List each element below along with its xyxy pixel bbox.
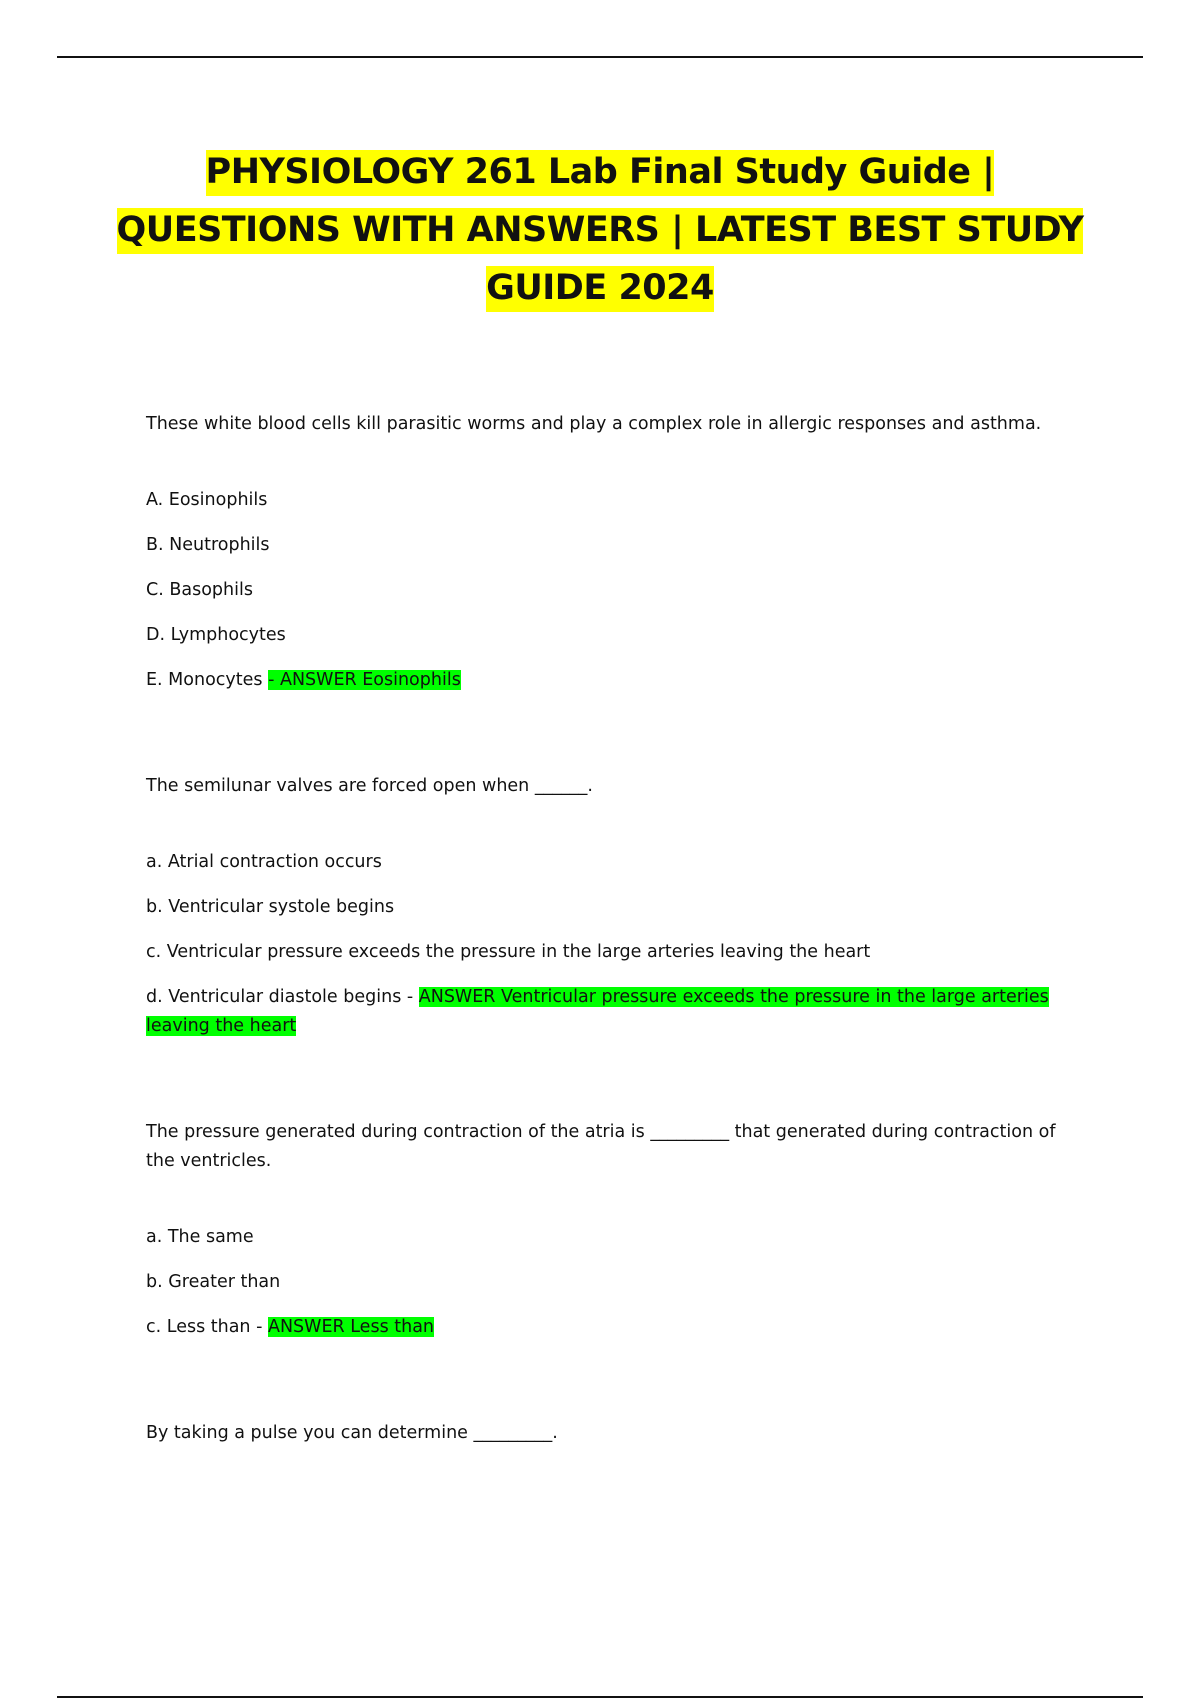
q1-answer: - ANSWER Eosinophils [268, 670, 461, 690]
title-line-1: PHYSIOLOGY 261 Lab Final Study Guide | [206, 150, 995, 196]
bottom-rule [57, 1696, 1143, 1698]
question-text-2: The semilunar valves are forced open when ______. [146, 776, 593, 796]
q2-option-d [146, 983, 1086, 1041]
question-block-3 [146, 1118, 1086, 1342]
question-text-4: By taking a pulse you can determine _________. [146, 1423, 558, 1443]
q1-option-a: A. Eosinophils [146, 490, 268, 510]
document-body [146, 410, 1086, 1525]
q1-option-d: D. Lymphocytes [146, 625, 286, 645]
q1-option-b: B. Neutrophils [146, 535, 270, 555]
q3-answer: ANSWER Less than [267, 1317, 435, 1337]
q2-option-d-text: d. Ventricular diastole begins [146, 987, 402, 1007]
top-rule [57, 56, 1143, 58]
q2-option-b: b. Ventricular systole begins [146, 897, 395, 917]
q3-answer-separator: - [250, 1317, 268, 1337]
question-block-4 [146, 1419, 1086, 1448]
q2-option-c: c. Ventricular pressure exceeds the pressure in the large arteries leaving the heart [146, 942, 871, 962]
q2-answer: ANSWER Ventricular pressure exceeds the pressure in the large arteries leaving the heart [146, 987, 1049, 1036]
q1-option-c: C. Basophils [146, 580, 253, 600]
question-block-2 [146, 772, 1086, 1041]
q2-answer-separator: - [401, 987, 419, 1007]
q3-option-c-text: c. Less than [146, 1317, 251, 1337]
q3-option-c [146, 1313, 1086, 1342]
q3-option-b: b. Greater than [146, 1272, 281, 1292]
document-title [100, 143, 1100, 317]
question-text-3: The pressure generated during contraction of the atria is _________ that generated during contraction of the ventricles. [146, 1122, 1056, 1171]
question-block-1 [146, 410, 1086, 695]
q1-option-e-text: E. Monocytes [146, 670, 263, 690]
q3-option-a: a. The same [146, 1227, 254, 1247]
title-line-2: QUESTIONS WITH ANSWERS | LATEST BEST STUDY [117, 208, 1084, 254]
q2-option-a: a. Atrial contraction occurs [146, 852, 382, 872]
q1-option-e [146, 666, 1086, 695]
title-line-3: GUIDE 2024 [486, 266, 714, 312]
question-text-1: These white blood cells kill parasitic worms and play a complex role in allergic responses and asthma. [146, 414, 1042, 434]
